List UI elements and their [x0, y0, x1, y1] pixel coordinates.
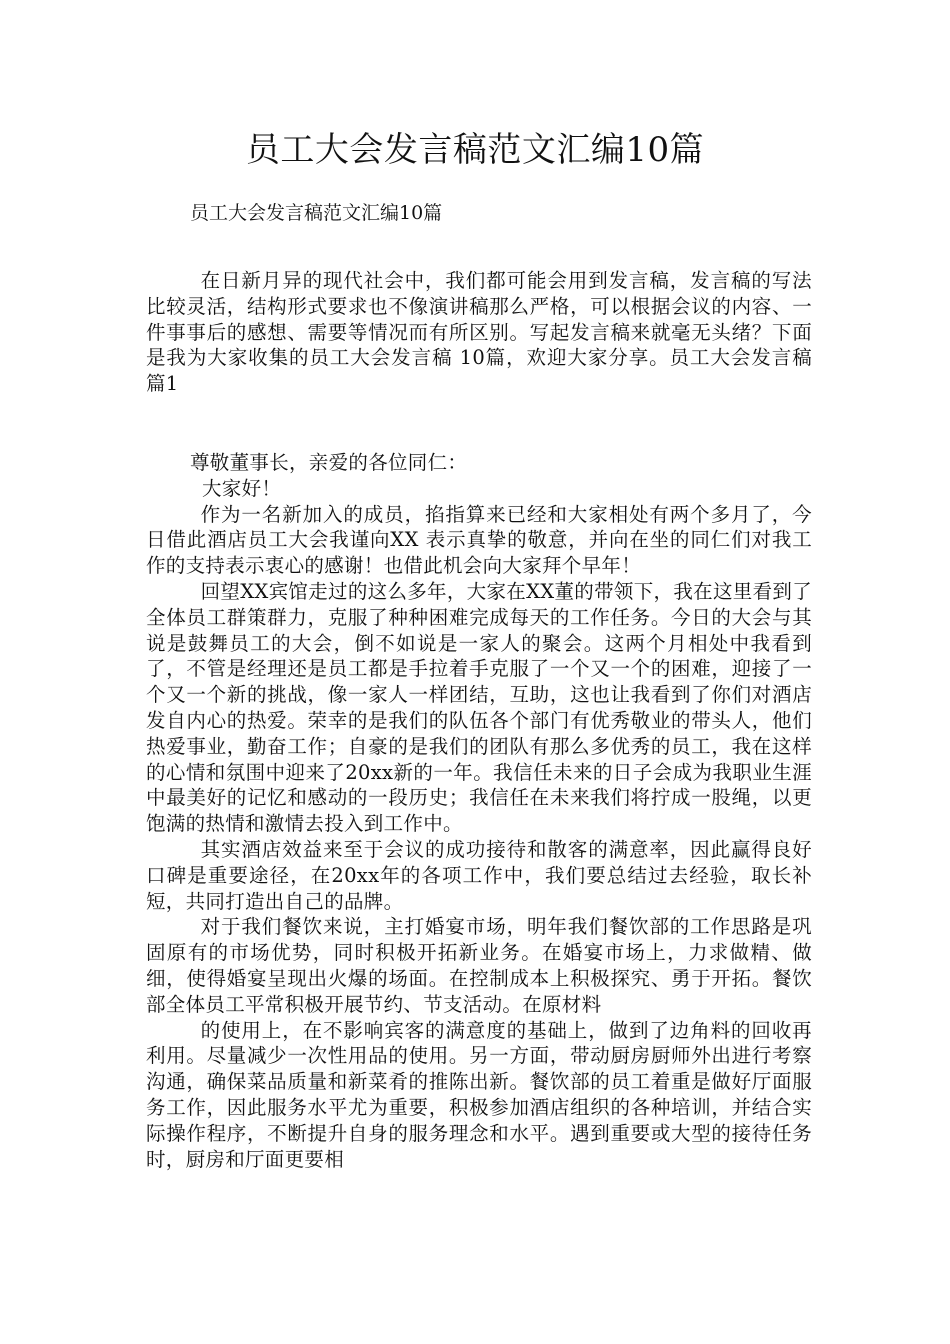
intro-section: [146, 268, 812, 397]
intro-paragraph: 在日新月异的现代社会中，我们都可能会用到发言稿，发言稿的写法比较灵活，结构形式要求也不像演讲稿那么严格，可以根据会议的内容、一件事事后的感想、需要等情况而有所区别。写起发言稿来就毫无头绪？下面是我为大家收集的员工大会发言稿 10篇，欢迎大家分享。员工大会发言稿 篇1: [146, 269, 812, 396]
document-title: 员工大会发言稿范文汇编10篇: [245, 130, 705, 170]
document-subtitle: 员工大会发言稿范文汇编10篇: [190, 202, 443, 224]
speech-section: [146, 450, 812, 1172]
greeting: 大家好！: [202, 476, 282, 500]
body-paragraph: 其实酒店效益来至于会议的成功接待和散客的满意率，因此赢得良好口碑是重要途径，在20xx年的各项工作中，我们要总结过去经验，取长补短，共同打造出自己的品牌。: [146, 837, 812, 913]
body-paragraph: 的使用上，在不影响宾客的满意度的基础上，做到了边角料的回收再利用。尽量减少一次性用品的使用。另一方面，带动厨房厨师外出进行考察沟通，确保菜品质量和新菜肴的推陈出新。餐饮部的员工着重是做好厅面服务工作，因此服务水平尤为重要，积极参加酒店组织的各种培训，并结合实际操作程序，不断提升自身的服务理念和水平。遇到重要或大型的接待任务时，厨房和厅面更要相: [146, 1018, 812, 1171]
body-paragraph: 对于我们餐饮来说，主打婚宴市场，明年我们餐饮部的工作思路是巩固原有的市场优势，同时积极开拓新业务。在婚宴市场上，力求做精、做细，使得婚宴呈现出火爆的场面。在控制成本上积极探究、勇于开拓。餐饮部全体员工平常积极开展节约、节支活动。在原材料: [146, 915, 812, 1016]
body-paragraph: 作为一名新加入的成员，掐指算来已经和大家相处有两个多月了，今日借此酒店员工大会我谨向XX 表示真挚的敬意，并向在坐的同仁们对我工作的支持表示衷心的感谢！也借此机会向大家拜个早年！: [146, 502, 812, 578]
body-paragraph: 回望XX宾馆走过的这么多年，大家在XX董的带领下，我在这里看到了全体员工群策群力，克服了种种困难完成每天的工作任务。今日的大会与其说是鼓舞员工的大会，倒不如说是一家人的聚会。这两个月相处中我看到了，不管是经理还是员工都是手拉着手克服了一个又一个的困难，迎接了一个又一个新的挑战，像一家人一样团结，互助，这也让我看到了你们对酒店发自内心的热爱。荣幸的是我们的队伍各个部门有优秀敬业的带头人，他们热爱事业，勤奋工作；自豪的是我们的团队有那么多优秀的员工，我在这样的心情和氛围中迎来了20xx新的一年。我信任未来的日子会成为我职业生涯中最美好的记忆和感动的一段历史；我信任在未来我们将拧成一股绳，以更饱满的热情和激情去投入到工作中。: [146, 579, 812, 836]
salutation: 尊敬董事长，亲爱的各位同仁：: [190, 451, 468, 474]
